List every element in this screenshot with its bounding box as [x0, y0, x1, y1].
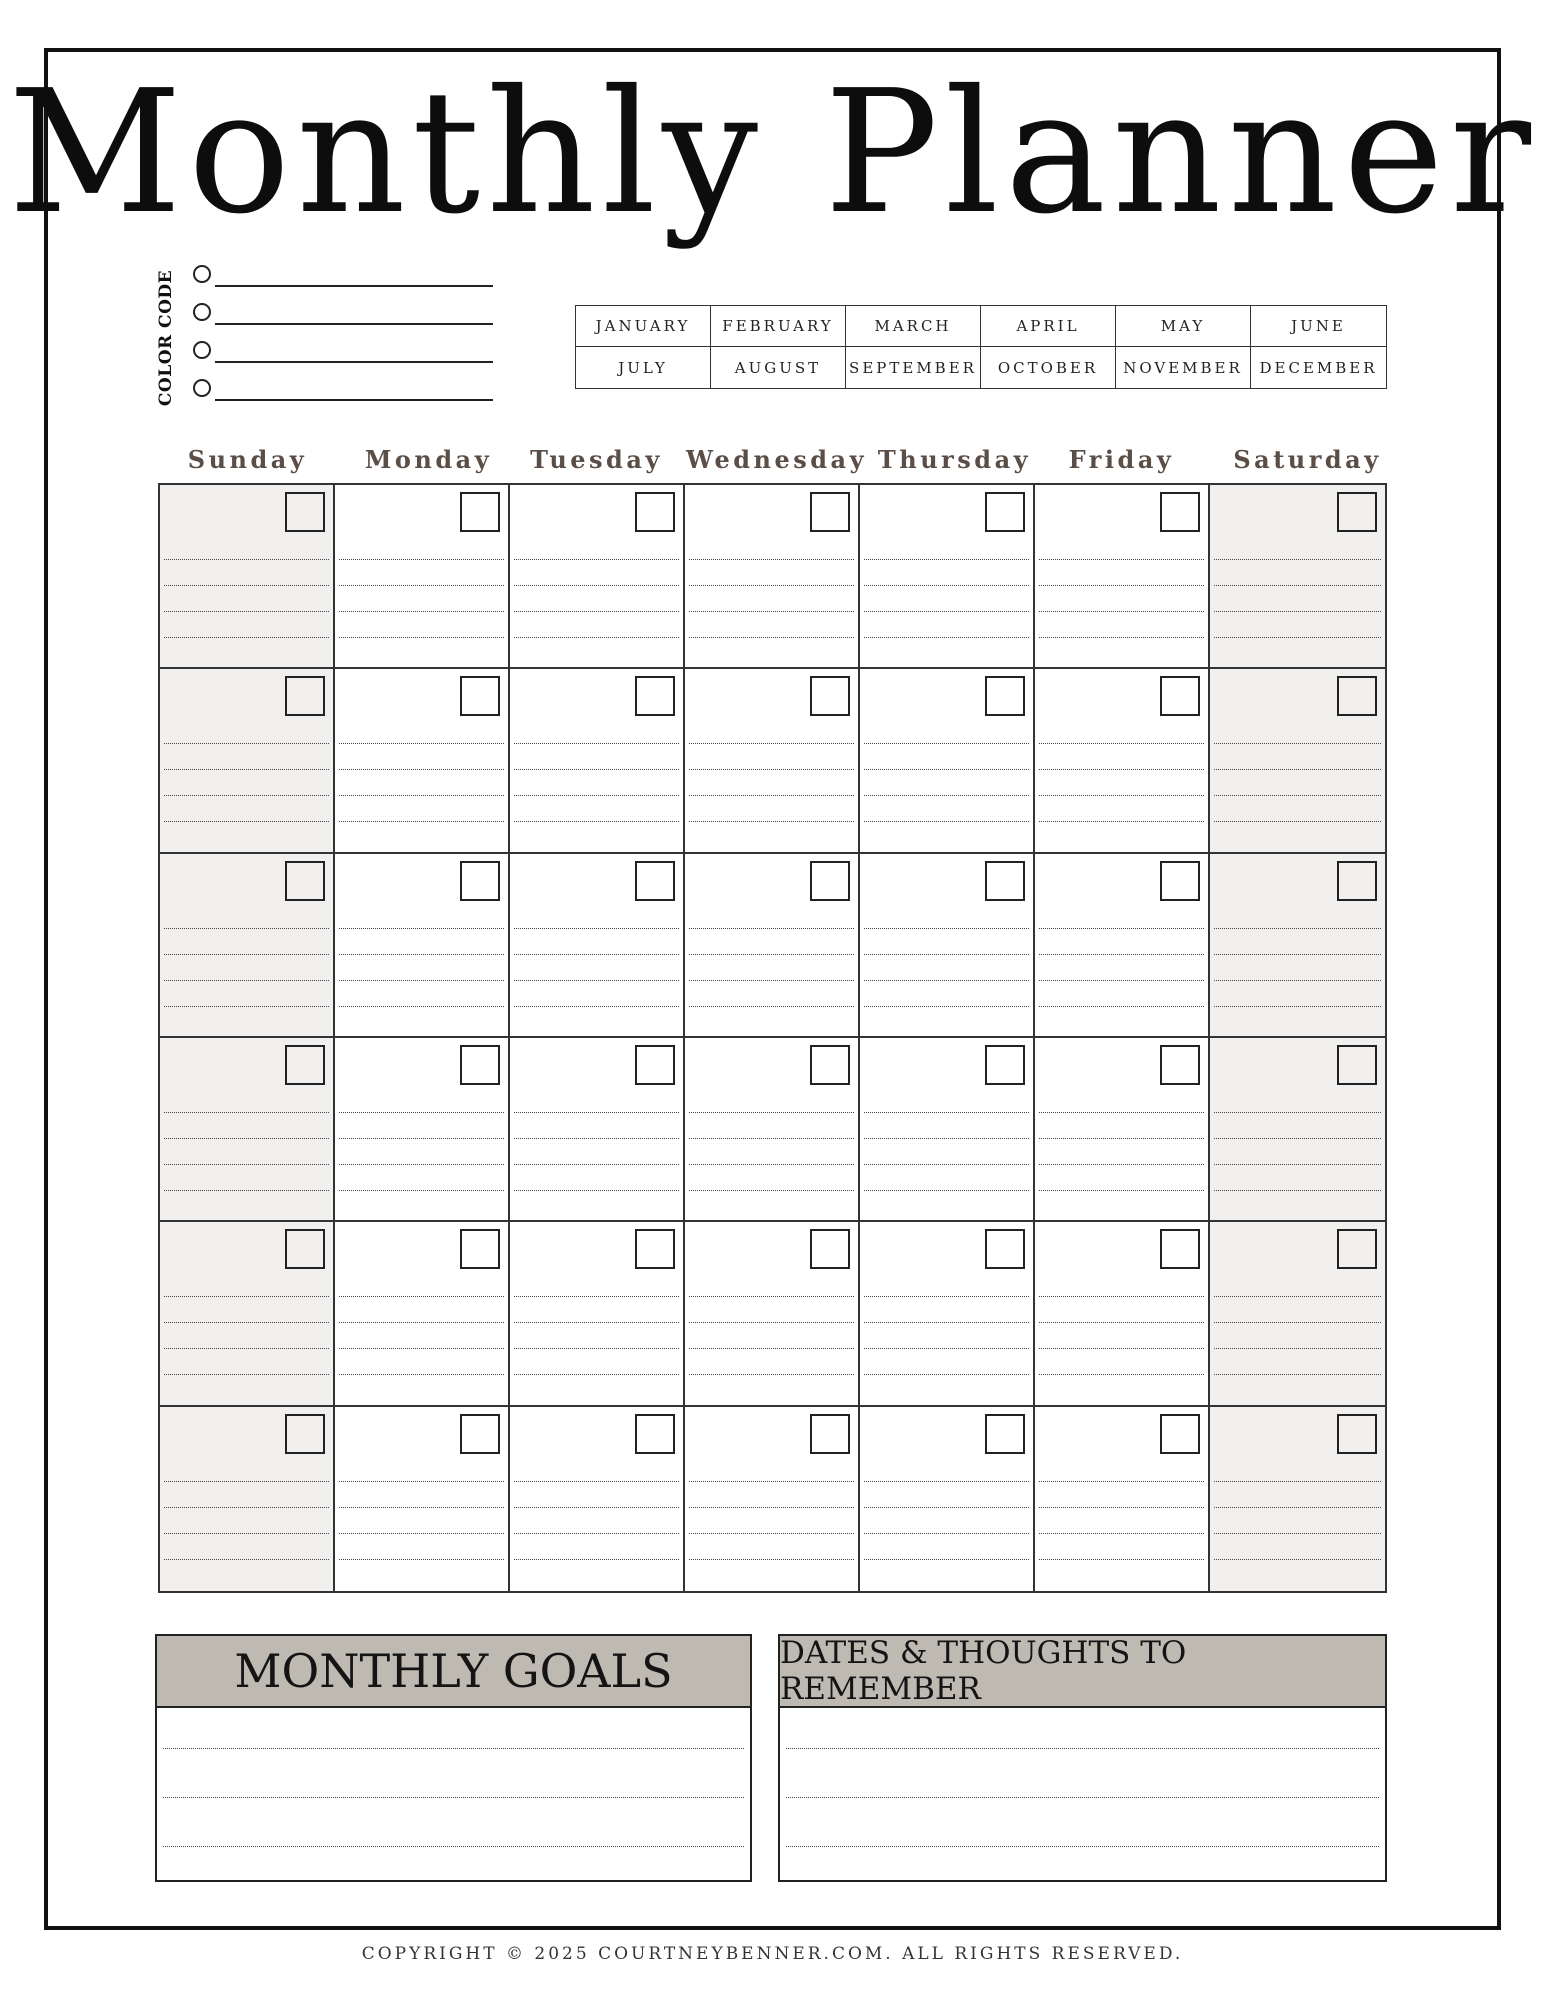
date-box[interactable]	[635, 1045, 675, 1085]
month-may[interactable]: MAY	[1116, 306, 1251, 347]
writing-line[interactable]	[339, 637, 504, 638]
day-cell[interactable]	[1210, 1222, 1385, 1406]
writing-line[interactable]	[864, 1374, 1029, 1375]
writing-line[interactable]	[164, 928, 329, 929]
writing-line[interactable]	[864, 1138, 1029, 1139]
day-header-thursday: Thursday	[877, 445, 1032, 474]
writing-line[interactable]	[1214, 1322, 1381, 1323]
day-cell[interactable]	[685, 1407, 860, 1591]
writing-line[interactable]	[339, 1559, 504, 1560]
date-box[interactable]	[460, 492, 500, 532]
writing-line[interactable]	[1039, 928, 1204, 929]
writing-line[interactable]	[514, 1138, 679, 1139]
writing-line[interactable]	[689, 1481, 854, 1482]
writing-line[interactable]	[339, 1348, 504, 1349]
writing-line[interactable]	[864, 1348, 1029, 1349]
writing-line[interactable]	[164, 585, 329, 586]
month-august[interactable]: AUGUST	[711, 347, 846, 388]
color-code-line[interactable]	[215, 285, 493, 287]
writing-line[interactable]	[864, 585, 1029, 586]
day-cell[interactable]	[860, 854, 1035, 1038]
dates-thoughts-title: DATES & THOUGHTS TO REMEMBER	[780, 1636, 1385, 1708]
writing-line[interactable]	[514, 954, 679, 955]
date-box[interactable]	[985, 861, 1025, 901]
writing-line[interactable]	[514, 1190, 679, 1191]
date-box[interactable]	[460, 1229, 500, 1269]
writing-line[interactable]	[689, 1374, 854, 1375]
writing-line[interactable]	[1039, 1112, 1204, 1113]
writing-line[interactable]	[514, 585, 679, 586]
writing-line[interactable]	[1039, 585, 1204, 586]
day-cell[interactable]	[160, 1038, 335, 1222]
date-box[interactable]	[460, 1045, 500, 1085]
date-box[interactable]	[460, 1414, 500, 1454]
writing-line[interactable]	[1039, 1374, 1204, 1375]
writing-line[interactable]	[689, 611, 854, 612]
day-cell[interactable]	[685, 1038, 860, 1222]
writing-line[interactable]	[514, 769, 679, 770]
writing-line[interactable]	[339, 1112, 504, 1113]
writing-line[interactable]	[864, 637, 1029, 638]
monthly-goals-panel	[155, 1634, 752, 1882]
writing-line[interactable]	[864, 954, 1029, 955]
writing-line[interactable]	[1039, 821, 1204, 822]
writing-line[interactable]	[514, 1374, 679, 1375]
writing-line[interactable]	[164, 1348, 329, 1349]
writing-line[interactable]	[164, 1164, 329, 1165]
writing-line[interactable]	[1214, 1138, 1381, 1139]
date-box[interactable]	[1160, 1045, 1200, 1085]
day-cell[interactable]	[1035, 1407, 1210, 1591]
writing-line[interactable]	[864, 1006, 1029, 1007]
month-july[interactable]: JULY	[576, 347, 711, 388]
writing-line[interactable]	[339, 1374, 504, 1375]
writing-line[interactable]	[339, 1481, 504, 1482]
copyright-footer: COPYRIGHT © 2025 COURTNEYBENNER.COM. ALL RIGHTS RESERVED.	[361, 1944, 1184, 1964]
month-december[interactable]: DECEMBER	[1259, 358, 1378, 377]
day-cell[interactable]	[860, 1038, 1035, 1222]
writing-line[interactable]	[514, 1507, 679, 1508]
writing-line[interactable]	[339, 559, 504, 560]
day-cell[interactable]	[335, 1222, 510, 1406]
day-cell[interactable]	[1210, 669, 1385, 853]
writing-line[interactable]	[689, 1296, 854, 1297]
writing-line[interactable]	[1214, 769, 1381, 770]
writing-line[interactable]	[1039, 1006, 1204, 1007]
writing-line[interactable]	[1214, 1348, 1381, 1349]
writing-line[interactable]	[864, 821, 1029, 822]
day-cell[interactable]	[1210, 1038, 1385, 1222]
writing-line[interactable]	[689, 1164, 854, 1165]
date-box[interactable]	[285, 676, 325, 716]
writing-line[interactable]	[864, 928, 1029, 929]
writing-line[interactable]	[1214, 1164, 1381, 1165]
date-box[interactable]	[810, 1414, 850, 1454]
writing-line[interactable]	[786, 1846, 1379, 1847]
writing-line[interactable]	[689, 1533, 854, 1534]
writing-line[interactable]	[1039, 1322, 1204, 1323]
day-cell[interactable]	[160, 485, 335, 669]
writing-line[interactable]	[689, 1348, 854, 1349]
writing-line[interactable]	[339, 1190, 504, 1191]
date-box[interactable]	[460, 861, 500, 901]
writing-line[interactable]	[1039, 1296, 1204, 1297]
writing-line[interactable]	[1039, 637, 1204, 638]
writing-line[interactable]	[164, 1507, 329, 1508]
color-code-circle-icon[interactable]	[193, 265, 211, 283]
writing-line[interactable]	[514, 1559, 679, 1560]
writing-line[interactable]	[164, 1481, 329, 1482]
color-code-label: COLOR CODE	[156, 269, 176, 407]
writing-line[interactable]	[339, 928, 504, 929]
writing-line[interactable]	[1039, 1190, 1204, 1191]
day-header-saturday: Saturday	[1233, 445, 1382, 474]
month-april[interactable]: APRIL	[981, 306, 1116, 347]
day-cell[interactable]	[335, 669, 510, 853]
writing-line[interactable]	[164, 821, 329, 822]
writing-line[interactable]	[689, 769, 854, 770]
writing-line[interactable]	[1039, 954, 1204, 955]
writing-line[interactable]	[339, 743, 504, 744]
date-box[interactable]	[810, 676, 850, 716]
writing-line[interactable]	[514, 1533, 679, 1534]
writing-line[interactable]	[1214, 611, 1381, 612]
date-box[interactable]	[460, 676, 500, 716]
writing-line[interactable]	[514, 743, 679, 744]
writing-line[interactable]	[1214, 559, 1381, 560]
writing-line[interactable]	[864, 1533, 1029, 1534]
writing-line[interactable]	[1039, 1533, 1204, 1534]
writing-line[interactable]	[689, 1190, 854, 1191]
day-cell[interactable]	[510, 854, 685, 1038]
writing-line[interactable]	[164, 559, 329, 560]
writing-line[interactable]	[164, 1559, 329, 1560]
writing-line[interactable]	[1214, 1112, 1381, 1113]
date-box[interactable]	[1160, 1229, 1200, 1269]
writing-line[interactable]	[514, 1006, 679, 1007]
writing-line[interactable]	[689, 1322, 854, 1323]
month-september[interactable]: SEPTEMBER	[846, 347, 981, 388]
date-box[interactable]	[635, 492, 675, 532]
date-box[interactable]	[635, 861, 675, 901]
writing-line[interactable]	[164, 1533, 329, 1534]
writing-line[interactable]	[786, 1797, 1379, 1798]
writing-line[interactable]	[514, 1112, 679, 1113]
writing-line[interactable]	[1214, 1374, 1381, 1375]
writing-line[interactable]	[164, 1138, 329, 1139]
day-cell[interactable]	[685, 669, 860, 853]
date-box[interactable]	[1160, 492, 1200, 532]
color-code-line[interactable]	[215, 323, 493, 325]
day-cell[interactable]	[160, 669, 335, 853]
day-cell[interactable]	[1210, 854, 1385, 1038]
day-cell[interactable]	[335, 485, 510, 669]
date-box[interactable]	[285, 1229, 325, 1269]
writing-line[interactable]	[339, 585, 504, 586]
day-cell[interactable]	[335, 1407, 510, 1591]
writing-line[interactable]	[514, 821, 679, 822]
writing-line[interactable]	[339, 1533, 504, 1534]
writing-line[interactable]	[1039, 795, 1204, 796]
writing-line[interactable]	[1214, 1190, 1381, 1191]
date-box[interactable]	[285, 1414, 325, 1454]
writing-line[interactable]	[339, 1322, 504, 1323]
date-box[interactable]	[285, 492, 325, 532]
color-code-circle-icon[interactable]	[193, 379, 211, 397]
day-cell[interactable]	[685, 485, 860, 669]
writing-line[interactable]	[1039, 559, 1204, 560]
month-november[interactable]: NOVEMBER	[1116, 347, 1251, 388]
writing-line[interactable]	[689, 1138, 854, 1139]
day-cell[interactable]	[510, 1407, 685, 1591]
writing-line[interactable]	[864, 1559, 1029, 1560]
date-box[interactable]	[1160, 676, 1200, 716]
writing-line[interactable]	[164, 637, 329, 638]
color-code-line[interactable]	[215, 399, 493, 401]
writing-line[interactable]	[1214, 1481, 1381, 1482]
day-cell[interactable]	[1035, 854, 1210, 1038]
date-box[interactable]	[985, 1229, 1025, 1269]
date-box[interactable]	[635, 676, 675, 716]
date-box[interactable]	[635, 1414, 675, 1454]
writing-line[interactable]	[514, 928, 679, 929]
writing-line[interactable]	[1039, 1507, 1204, 1508]
writing-line[interactable]	[164, 1190, 329, 1191]
day-cell[interactable]	[510, 485, 685, 669]
writing-line[interactable]	[164, 795, 329, 796]
writing-line[interactable]	[1039, 743, 1204, 744]
date-box[interactable]	[1337, 676, 1377, 716]
day-cell[interactable]	[685, 1222, 860, 1406]
writing-line[interactable]	[339, 980, 504, 981]
date-box[interactable]	[285, 861, 325, 901]
date-box[interactable]	[985, 676, 1025, 716]
writing-line[interactable]	[163, 1846, 744, 1847]
calendar-grid	[158, 483, 1387, 1593]
color-code-circle-icon[interactable]	[193, 303, 211, 321]
day-header-tuesday: Tuesday	[530, 445, 663, 474]
day-cell[interactable]	[860, 1222, 1035, 1406]
date-box[interactable]	[1160, 1414, 1200, 1454]
day-cell[interactable]	[160, 1222, 335, 1406]
writing-line[interactable]	[689, 1006, 854, 1007]
day-cell[interactable]	[510, 1222, 685, 1406]
day-header-friday: Friday	[1068, 445, 1175, 474]
date-box[interactable]	[635, 1229, 675, 1269]
writing-line[interactable]	[514, 1348, 679, 1349]
date-box[interactable]	[810, 861, 850, 901]
day-cell[interactable]	[335, 1038, 510, 1222]
writing-line[interactable]	[864, 769, 1029, 770]
writing-line[interactable]	[689, 1112, 854, 1113]
writing-line[interactable]	[339, 821, 504, 822]
day-cell[interactable]	[510, 1038, 685, 1222]
writing-line[interactable]	[689, 980, 854, 981]
writing-line[interactable]	[1214, 1006, 1381, 1007]
writing-line[interactable]	[1039, 769, 1204, 770]
monthly-goals-title: MONTHLY GOALS	[157, 1636, 750, 1708]
writing-line[interactable]	[1039, 1481, 1204, 1482]
writing-line[interactable]	[864, 980, 1029, 981]
day-cell[interactable]	[1210, 1407, 1385, 1591]
date-box[interactable]	[985, 492, 1025, 532]
day-cell[interactable]	[685, 854, 860, 1038]
writing-line[interactable]	[339, 1296, 504, 1297]
writing-line[interactable]	[864, 1322, 1029, 1323]
writing-line[interactable]	[864, 1481, 1029, 1482]
writing-line[interactable]	[1214, 637, 1381, 638]
writing-line[interactable]	[164, 1006, 329, 1007]
writing-line[interactable]	[864, 1296, 1029, 1297]
writing-line[interactable]	[164, 769, 329, 770]
month-june[interactable]: JUNE	[1251, 306, 1386, 347]
writing-line[interactable]	[164, 1374, 329, 1375]
day-cell[interactable]	[1035, 1222, 1210, 1406]
writing-line[interactable]	[339, 1006, 504, 1007]
writing-line[interactable]	[339, 795, 504, 796]
writing-line[interactable]	[864, 1112, 1029, 1113]
writing-line[interactable]	[864, 743, 1029, 744]
writing-line[interactable]	[689, 954, 854, 955]
writing-line[interactable]	[864, 559, 1029, 560]
writing-line[interactable]	[164, 954, 329, 955]
writing-line[interactable]	[514, 637, 679, 638]
writing-line[interactable]	[163, 1748, 744, 1749]
writing-line[interactable]	[339, 611, 504, 612]
writing-line[interactable]	[164, 1296, 329, 1297]
writing-line[interactable]	[1214, 928, 1381, 929]
month-january[interactable]: JANUARY	[576, 306, 711, 347]
writing-line[interactable]	[514, 795, 679, 796]
day-cell[interactable]	[860, 669, 1035, 853]
writing-line[interactable]	[514, 980, 679, 981]
writing-line[interactable]	[1039, 1164, 1204, 1165]
writing-line[interactable]	[339, 1138, 504, 1139]
writing-line[interactable]	[1039, 1559, 1204, 1560]
day-cell[interactable]	[160, 1407, 335, 1591]
color-code-line[interactable]	[215, 361, 493, 363]
writing-line[interactable]	[864, 611, 1029, 612]
month-selector	[575, 305, 1387, 389]
writing-line[interactable]	[164, 743, 329, 744]
writing-line[interactable]	[1039, 611, 1204, 612]
day-header-sunday: Sunday	[187, 445, 308, 474]
month-february[interactable]: FEBRUARY	[711, 306, 846, 347]
month-march[interactable]: MARCH	[846, 306, 981, 347]
date-box[interactable]	[985, 1045, 1025, 1085]
writing-line[interactable]	[689, 821, 854, 822]
writing-line[interactable]	[864, 1507, 1029, 1508]
date-box[interactable]	[810, 1045, 850, 1085]
day-header-monday: Monday	[364, 445, 493, 474]
date-box[interactable]	[810, 1229, 850, 1269]
writing-line[interactable]	[1214, 1507, 1381, 1508]
writing-line[interactable]	[164, 980, 329, 981]
day-cell[interactable]	[160, 854, 335, 1038]
writing-line[interactable]	[514, 1322, 679, 1323]
day-cell[interactable]	[1210, 485, 1385, 669]
day-cell[interactable]	[1035, 669, 1210, 853]
day-cell[interactable]	[510, 669, 685, 853]
writing-line[interactable]	[1214, 821, 1381, 822]
day-cell[interactable]	[860, 485, 1035, 669]
day-header-wednesday: Wednesday	[686, 445, 868, 474]
writing-line[interactable]	[1214, 795, 1381, 796]
writing-line[interactable]	[339, 769, 504, 770]
writing-line[interactable]	[864, 795, 1029, 796]
writing-line[interactable]	[164, 611, 329, 612]
day-cell[interactable]	[1035, 1038, 1210, 1222]
writing-line[interactable]	[514, 1164, 679, 1165]
writing-line[interactable]	[689, 795, 854, 796]
writing-line[interactable]	[1214, 585, 1381, 586]
date-box[interactable]	[1337, 1414, 1377, 1454]
writing-line[interactable]	[1039, 1348, 1204, 1349]
day-cell[interactable]	[1035, 485, 1210, 669]
date-box[interactable]	[1337, 1045, 1377, 1085]
page-title: Monthly Planner	[7, 54, 1538, 252]
writing-line[interactable]	[689, 1507, 854, 1508]
date-box[interactable]	[1337, 1229, 1377, 1269]
writing-line[interactable]	[1214, 1533, 1381, 1534]
writing-line[interactable]	[864, 1190, 1029, 1191]
color-code-circle-icon[interactable]	[193, 341, 211, 359]
writing-line[interactable]	[864, 1164, 1029, 1165]
writing-line[interactable]	[514, 559, 679, 560]
writing-line[interactable]	[339, 1507, 504, 1508]
writing-line[interactable]	[689, 585, 854, 586]
writing-line[interactable]	[1214, 743, 1381, 744]
writing-line[interactable]	[1039, 1138, 1204, 1139]
writing-line[interactable]	[1214, 954, 1381, 955]
writing-line[interactable]	[689, 1559, 854, 1560]
date-box[interactable]	[1160, 861, 1200, 901]
writing-line[interactable]	[689, 743, 854, 744]
date-box[interactable]	[810, 492, 850, 532]
writing-line[interactable]	[164, 1322, 329, 1323]
writing-line[interactable]	[689, 559, 854, 560]
writing-line[interactable]	[1214, 980, 1381, 981]
writing-line[interactable]	[514, 611, 679, 612]
date-box[interactable]	[985, 1414, 1025, 1454]
writing-line[interactable]	[163, 1797, 744, 1798]
date-box[interactable]	[1337, 492, 1377, 532]
writing-line[interactable]	[689, 637, 854, 638]
month-october[interactable]: OCTOBER	[981, 347, 1116, 388]
date-box[interactable]	[1337, 861, 1377, 901]
day-cell[interactable]	[335, 854, 510, 1038]
writing-line[interactable]	[164, 1112, 329, 1113]
writing-line[interactable]	[689, 928, 854, 929]
writing-line[interactable]	[1214, 1296, 1381, 1297]
writing-line[interactable]	[514, 1481, 679, 1482]
writing-line[interactable]	[1214, 1559, 1381, 1560]
day-cell[interactable]	[860, 1407, 1035, 1591]
dates-thoughts-panel	[778, 1634, 1387, 1882]
writing-line[interactable]	[339, 1164, 504, 1165]
date-box[interactable]	[285, 1045, 325, 1085]
writing-line[interactable]	[514, 1296, 679, 1297]
writing-line[interactable]	[1039, 980, 1204, 981]
writing-line[interactable]	[339, 954, 504, 955]
writing-line[interactable]	[786, 1748, 1379, 1749]
